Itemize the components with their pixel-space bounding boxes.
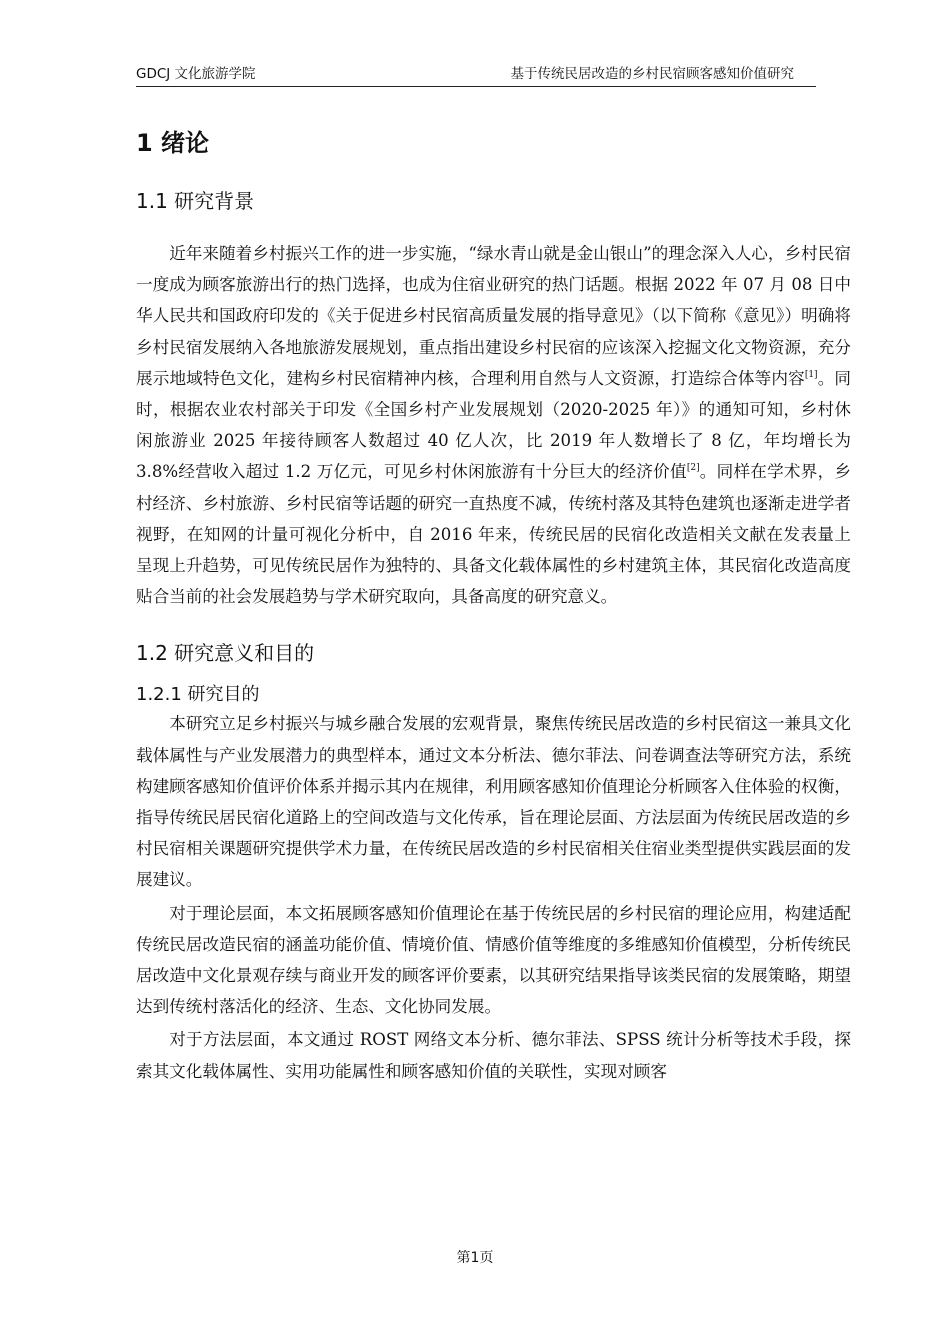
section-heading-background: 1.1 研究背景 xyxy=(136,189,255,213)
paragraph-background xyxy=(136,238,851,612)
header-thesis-title: 基于传统民居改造的乡村民宿顾客感知价值研究 xyxy=(510,66,794,82)
page-header xyxy=(136,64,816,87)
paragraph-method: 对于方法层面，本文通过 ROST 网络文本分析、德尔菲法、SPSS 统计分析等技术手段，探索其文化载体属性、实用功能属性和顾客感知价值的关联性，实现对顾客 xyxy=(136,1030,851,1081)
subsection-heading-purpose: 1.2.1 研究目的 xyxy=(136,684,260,706)
paragraph-theory: 对于理论层面，本文拓展顾客感知价值理论在基于传统民居的乡村民宿的理论应用，构建适配传统民居改造民宿的涵盖功能价值、情境价值、情感价值等维度的多维感知价值模型，分析传统民居改造中文化景观存续与商业开发的顾客评价要素，以其研究结果指导该类民宿的发展策略，期望达到传统村落活化的经济、生态、文化协同发展。 xyxy=(136,903,851,1017)
citation-ref: [2] xyxy=(686,463,700,474)
section-heading-significance: 1.2 研究意义和目的 xyxy=(136,641,315,666)
paragraph-text: 。同时，根据农业农村部关于印发《全国乡村产业发展规划（2020-2025 年）》的通知可知，乡村休闲旅游业 2025 年接待顾客人数超过 40 亿人次，比 2019 年人数增长了 8 亿，年均增长为 3.8%经营收入超过 1.2 万亿元，可见乡村休闲旅游有十分巨大的经济价值 xyxy=(136,368,852,482)
page-body xyxy=(136,96,851,1087)
citation-ref: [1] xyxy=(804,369,818,380)
paragraph-text: 近年来随着乡村振兴工作的进一步实施，“绿水青山就是金山银山”的理念深入人心，乡村民宿一度成为顾客旅游出行的热门选择，也成为住宿业研究的热门话题。根据 2022 年 07 月 08 日中华人民共和国政府印发的《关于促进乡村民宿高质量发展的指导意见》（以下简称《意见》）明确将乡村民宿发展纳入各地旅游发展规划，重点指出建设乡村民宿的应该深入挖掘文化文物资源，充分展示地域特色文化，建构乡村民宿精神内核，合理利用自然与人文资源，打造综合体等内容 xyxy=(136,244,851,388)
page-number: 第1页 xyxy=(456,1250,494,1266)
chapter-title: 1 绪论 xyxy=(136,129,210,157)
paragraph-purpose: 本研究立足乡村振兴与城乡融合发展的宏观背景，聚焦传统民居改造的乡村民宿这一兼具文化载体属性与产业发展潜力的典型样本，通过文本分析法、德尔菲法、问卷调查法等研究方法，系统构建顾客感知价值评价体系并揭示其内在规律，利用顾客感知价值理论分析顾客入住体验的权衡，指导传统民居民宿化道路上的空间改造与文化传承，旨在理论层面、方法层面为传统民居改造的乡村民宿相关课题研究提供学术力量，在传统民居改造的乡村民宿相关住宿业类型提供实践层面的发展建议。 xyxy=(136,714,851,890)
header-institution: GDCJ 文化旅游学院 xyxy=(136,66,256,82)
paragraph-text: 。同样在学术界，乡村经济、乡村旅游、乡村民宿等话题的研究一直热度不减，传统村落及其特色建筑也逐渐走进学者视野，在知网的计量可视化分析中，自 2016 年来，传统民居的民宿化改造相关文献在发表量上呈现上升趋势，可见传统民居作为独特的、具备文化载体属性的乡村建筑主体，其民宿化改造高度贴合当前的社会发展趋势与学术研究取向，具备高度的研究意义。 xyxy=(136,462,851,607)
